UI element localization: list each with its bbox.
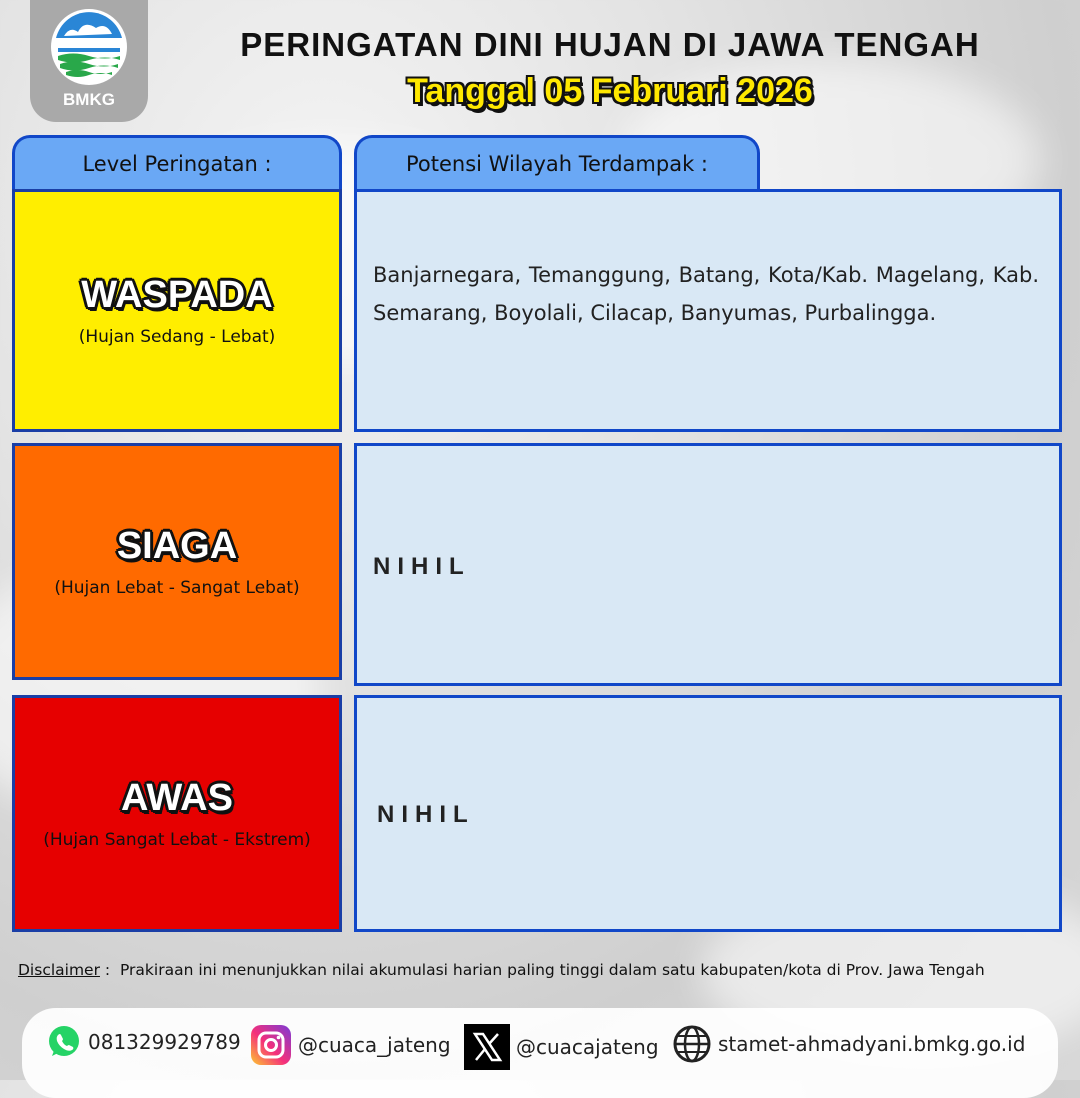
page-title: PERINGATAN DINI HUJAN DI JAWA TENGAH [240,26,980,63]
disclaimer-separator: : [99,961,120,979]
bmkg-emblem-icon [50,8,128,86]
level-description: (Hujan Lebat - Sangat Lebat) [54,578,300,598]
instagram-icon [250,1024,292,1066]
disclaimer [18,961,985,979]
footer-whatsapp[interactable] [46,1024,241,1060]
footer-x[interactable] [464,1024,659,1070]
footer-website[interactable] [672,1024,1025,1064]
level-description: (Hujan Sedang - Lebat) [78,327,276,347]
disclaimer-label: Disclaimer [18,961,100,979]
affected-areas-text: Banjarnegara, Temanggung, Batang, Kota/Kab. Magelang, Kab. Semarang, Boyolali, Cilacap, Banyumas, Purbalingga. [373,263,1039,325]
website-url: stamet-ahmadyani.bmkg.go.id [718,1032,1026,1056]
globe-icon [672,1024,712,1064]
level-name: SIAGA [116,525,238,567]
area-box-awas [354,695,1062,932]
level-siaga [12,443,342,680]
level-name: WASPADA [81,274,273,316]
bmkg-logo [30,0,148,122]
level-header: Level Peringatan : [12,135,342,189]
level-name: AWAS [121,777,233,819]
area-box-siaga [354,443,1062,686]
date-subtitle: Tanggal 05 Februari 2026 [407,72,813,110]
area-box-waspada [354,189,1062,432]
affected-areas-text: NIHIL [377,801,475,828]
level-waspada [12,189,342,432]
footer-instagram[interactable] [250,1024,451,1066]
instagram-handle: @cuaca_jateng [298,1033,451,1057]
whatsapp-icon [46,1024,82,1060]
level-awas [12,695,342,932]
level-description: (Hujan Sangat Lebat - Ekstrem) [43,830,311,850]
logo-text: BMKG [63,90,115,109]
x-logo-icon [464,1024,510,1070]
area-header: Potensi Wilayah Terdampak : [354,135,760,189]
whatsapp-number: 081329929789 [88,1030,241,1054]
affected-areas-text: NIHIL [373,553,471,580]
x-handle: @cuacajateng [516,1035,659,1059]
disclaimer-text: Prakiraan ini menunjukkan nilai akumulasi harian paling tinggi dalam satu kabupaten/kota di Prov. Jawa Tengah [119,961,985,979]
